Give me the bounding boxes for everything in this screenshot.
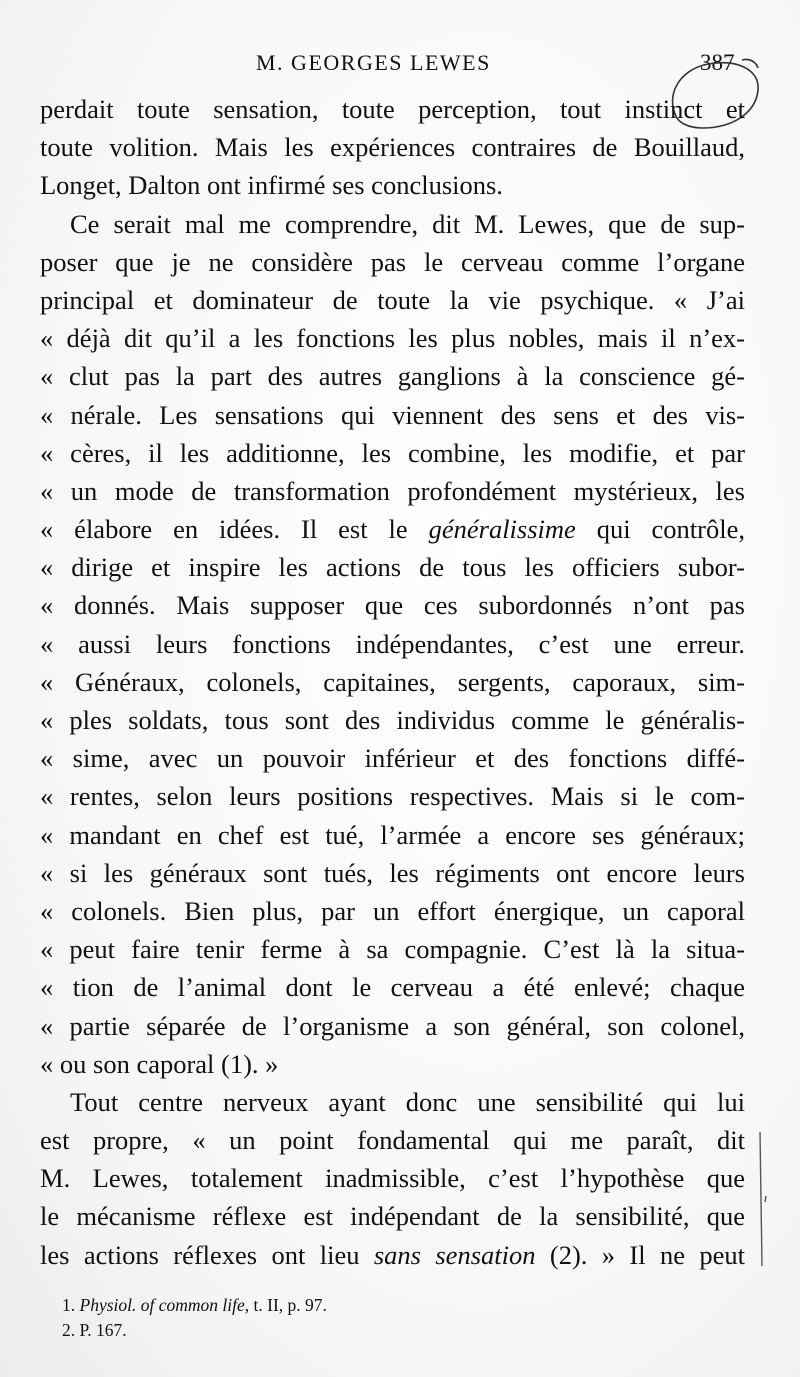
text-line: toute volition. Mais les expériences contraires de Bouillaud, xyxy=(40,132,745,163)
text-line xyxy=(40,510,745,548)
text-line: « dirige et inspire les actions de tous les officiers subor- xyxy=(40,552,745,583)
text-line: « donnés. Mais supposer que ces subordonnés n’ont pas xyxy=(40,590,745,621)
text-line: « partie séparée de l’organisme a son général, son colonel, xyxy=(40,1010,745,1041)
footnote xyxy=(62,1318,662,1343)
text-line: « peut faire tenir ferme à sa compagnie. C’est là la situa- xyxy=(40,934,745,965)
text-run: les actions réflexes ont lieu xyxy=(40,1239,374,1270)
footnote xyxy=(62,1293,662,1318)
footnote-number: 1. xyxy=(62,1295,80,1315)
footnote-text: , t. II, p. 97. xyxy=(244,1295,327,1315)
text-line: M. Lewes, totalement inadmissible, c’est l’hypothèse que xyxy=(40,1163,745,1194)
text-line: « ou son caporal (1). » xyxy=(40,1048,279,1079)
text-line: « sime, avec un pouvoir inférieur et des fonctions diffé- xyxy=(40,743,745,774)
text-line: « colonels. Bien plus, par un effort énergique, un caporal xyxy=(40,895,745,926)
text-run: (2). » Il ne peut xyxy=(535,1239,745,1270)
body-text xyxy=(40,90,745,1274)
italic-run: sans sensation xyxy=(373,1239,536,1270)
text-line: « rentes, selon leurs positions respectives. Mais si le com- xyxy=(40,781,745,812)
running-head: M. GEORGES LEWES xyxy=(256,50,491,75)
margin-pencil-bracket xyxy=(756,1130,768,1270)
footnotes xyxy=(62,1293,662,1343)
page-number: 387 xyxy=(700,50,735,75)
text-run: « élabore en idées. Il est le xyxy=(40,514,429,545)
page-header xyxy=(0,50,800,84)
text-line: « cères, il les additionne, les combine, les modifie, et par xyxy=(40,437,745,468)
text-line: « un mode de transformation profondément mystérieux, les xyxy=(40,475,745,506)
text-line: « si les généraux sont tués, les régiments ont encore leurs xyxy=(40,857,745,888)
text-line: « ples soldats, tous sont des individus comme le généralis- xyxy=(40,705,745,735)
text-run: qui contrôle, xyxy=(575,514,745,545)
text-line: « Généraux, colonels, capitaines, sergents, caporaux, sim- xyxy=(40,666,745,697)
text-line: « mandant en chef est tué, l’armée a encore ses généraux; xyxy=(40,819,745,850)
text-line: « tion de l’animal dont le cerveau a été enlevé; chaque xyxy=(40,972,745,1003)
text-line: est propre, « un point fondamental qui me paraît, dit xyxy=(40,1125,745,1156)
text-line: « déjà dit qu’il a les fonctions les plus nobles, mais il n’ex- xyxy=(40,323,745,354)
footnote-number: 2. xyxy=(62,1320,80,1340)
footnote-text: P. 167. xyxy=(79,1320,127,1340)
text-line: perdait toute sensation, toute perception, tout instinct et xyxy=(40,94,745,124)
text-line: poser que je ne considère pas le cerveau comme l’organe xyxy=(40,246,745,277)
text-line xyxy=(40,1236,745,1274)
text-line: « clut pas la part des autres ganglions à la conscience gé- xyxy=(40,361,745,392)
text-line: le mécanisme réflexe est indépendant de la sensibilité, que xyxy=(40,1201,745,1232)
text-line: « aussi leurs fonctions indépendantes, c’est une erreur. xyxy=(40,628,745,659)
text-line: Ce serait mal me comprendre, dit M. Lewes, que de sup- xyxy=(70,208,745,239)
footnote-title: Physiol. of common life xyxy=(79,1295,245,1315)
text-line: Longet, Dalton ont infirmé ses conclusions. xyxy=(40,170,503,201)
text-line: « nérale. Les sensations qui viennent des sens et des vis- xyxy=(40,399,745,430)
text-line: Tout centre nerveux ayant donc une sensibilité qui lui xyxy=(70,1086,745,1117)
text-line: principal et dominateur de toute la vie psychique. « J’ai xyxy=(40,284,745,315)
italic-run: généralissime xyxy=(428,514,576,545)
